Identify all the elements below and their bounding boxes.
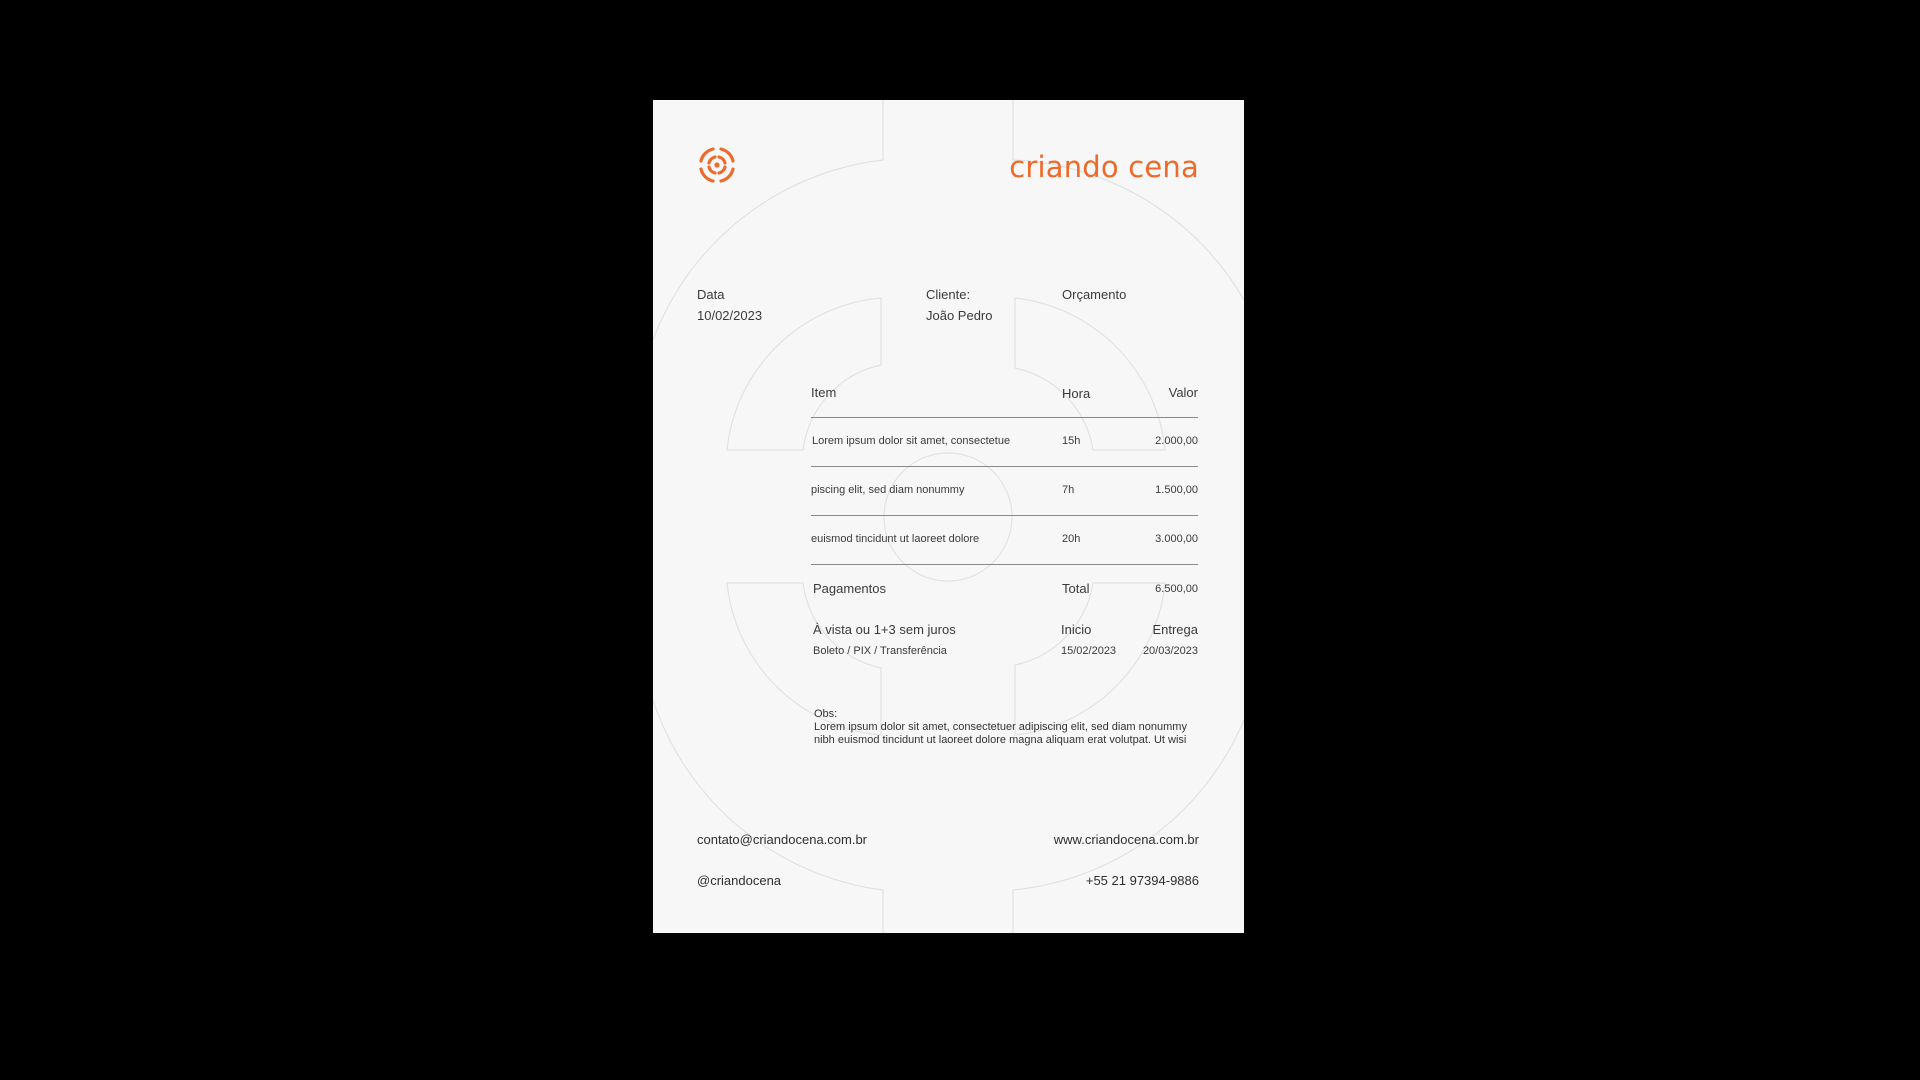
- start-label: Inicio: [1061, 622, 1092, 637]
- table-row-value: 2.000,00: [1155, 435, 1198, 447]
- table-row-item: piscing elit, sed diam nonummy: [811, 484, 965, 496]
- obs-label: Obs:: [814, 708, 838, 720]
- budget-document: [653, 100, 1244, 933]
- social-handle: @criandocena: [697, 873, 782, 888]
- payment-methods: Boleto / PIX / Transferência: [813, 645, 947, 657]
- table-row-item: euismod tincidunt ut laoreet dolore: [811, 533, 980, 545]
- phone-number: +55 21 97394-9886: [1085, 873, 1199, 888]
- obs-line: nibh euismod tincidunt ut laoreet dolore magna aliquam erat volutpat. Ut wisi: [814, 734, 1187, 746]
- col-header-value: Valor: [1168, 385, 1198, 400]
- document-type: Orçamento: [1062, 287, 1127, 302]
- total-label: Total: [1062, 581, 1090, 596]
- payments-label: Pagamentos: [813, 581, 886, 596]
- date-value: 10/02/2023: [697, 308, 763, 323]
- contact-email[interactable]: contato@criandocena.com.br: [697, 832, 868, 847]
- brand-name: criando cena: [1009, 150, 1199, 184]
- target-icon: [695, 143, 739, 187]
- background-watermark: [653, 100, 1244, 933]
- table-row-hour: 20h: [1062, 533, 1081, 545]
- col-header-item: Item: [811, 385, 837, 400]
- table-divider: [811, 515, 1198, 516]
- table-divider: [811, 466, 1198, 467]
- payment-terms: À vista ou 1+3 sem juros: [813, 622, 956, 637]
- delivery-label: Entrega: [1152, 622, 1198, 637]
- total-value: 6.500,00: [1155, 583, 1198, 595]
- table-row-hour: 15h: [1062, 435, 1081, 447]
- delivery-date: 20/03/2023: [1142, 645, 1198, 657]
- table-row-value: 3.000,00: [1155, 533, 1198, 545]
- obs-line: Lorem ipsum dolor sit amet, consectetuer adipiscing elit, sed diam nonummy: [814, 721, 1187, 733]
- client-label: Cliente:: [926, 287, 971, 302]
- col-header-hour: Hora: [1062, 386, 1091, 401]
- table-divider: [811, 417, 1198, 418]
- table-row-item: Lorem ipsum dolor sit amet, consectetue: [812, 435, 1011, 447]
- start-date: 15/02/2023: [1061, 645, 1117, 657]
- date-label: Data: [697, 287, 725, 302]
- table-row-hour: 7h: [1062, 484, 1075, 496]
- client-value: João Pedro: [926, 308, 993, 323]
- website-link[interactable]: www.criandocena.com.br: [1053, 832, 1199, 847]
- observations: [814, 708, 1214, 747]
- table-divider: [811, 564, 1198, 565]
- table-row-value: 1.500,00: [1155, 484, 1198, 496]
